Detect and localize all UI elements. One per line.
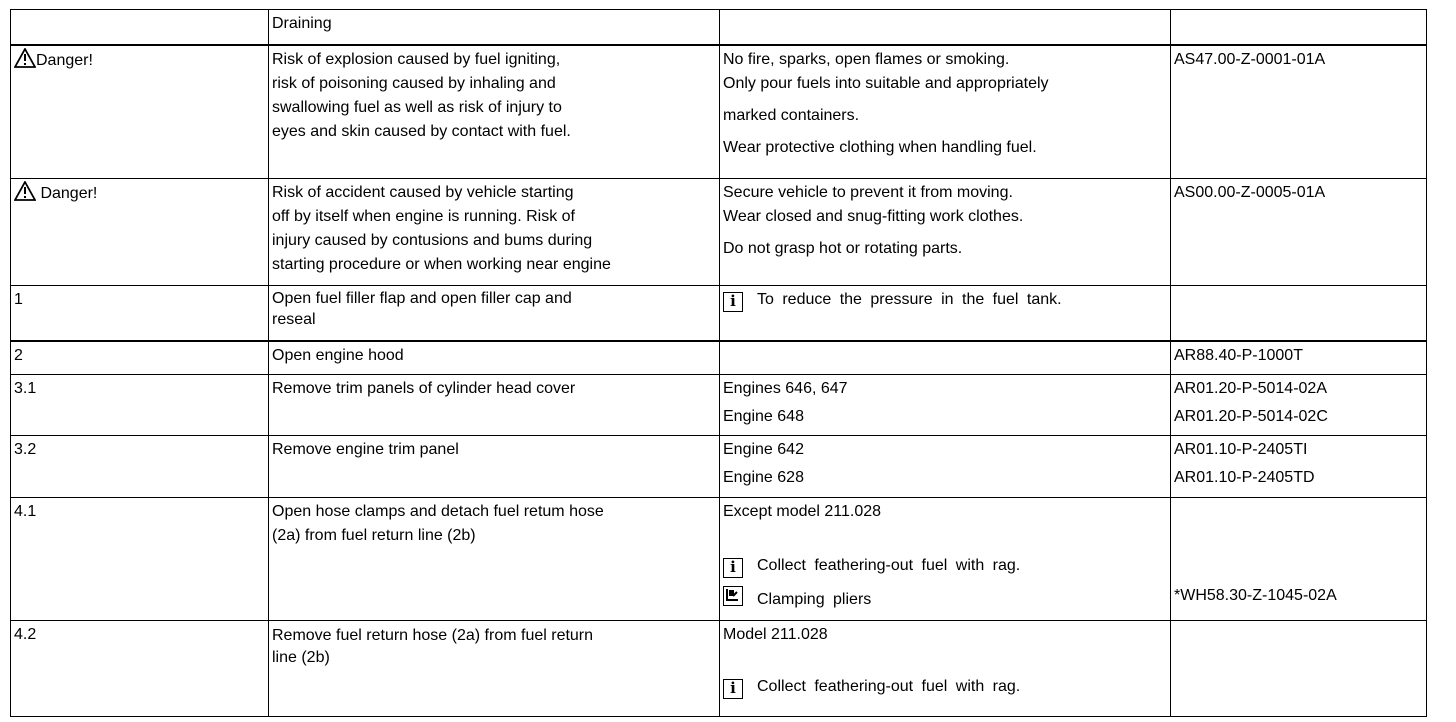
header-ref-cell (1171, 10, 1427, 45)
header-note-cell (720, 10, 1171, 45)
note-line (723, 554, 1167, 578)
reference-link[interactable]: AR01.20-P-5014-02A (1174, 380, 1327, 397)
note-text: To reduce the pressure in the fuel tank. (757, 291, 1062, 308)
note-line (723, 675, 1167, 699)
reference-link[interactable]: AS00.00-Z-0005-01A (1174, 184, 1326, 201)
description-line: Open fuel filler flap and open filler cap and (272, 290, 572, 307)
info-icon: i (723, 679, 743, 699)
note-line: No fire, sparks, open flames or smoking. (723, 50, 1010, 68)
description-line: injury caused by contusions and bums during (272, 232, 593, 249)
note-line: Wear closed and snug-fitting work clothes. (723, 208, 1024, 225)
note-text: Clamping pliers (757, 591, 872, 608)
note-line (723, 288, 1167, 312)
note-line: Engine 648 (723, 408, 804, 425)
step-number: 1 (11, 286, 269, 341)
description-cell (269, 621, 720, 717)
step-number: 3.2 (11, 436, 269, 498)
reference-cell (1171, 621, 1427, 717)
header-step-cell (11, 10, 269, 45)
info-icon: i (723, 292, 743, 312)
step-cell (11, 45, 269, 179)
description-line: starting procedure or when working near engine (272, 256, 611, 273)
danger-label: Danger! (36, 51, 93, 69)
note-line: Except model 211.028 (723, 503, 882, 520)
note-cell (720, 286, 1171, 341)
reference-link[interactable]: AR01.20-P-5014-02C (1174, 408, 1328, 425)
step-cell (11, 179, 269, 286)
description-line: Risk of accident caused by vehicle starting (272, 184, 574, 201)
description-line: off by itself when engine is running. Risk of (272, 208, 575, 225)
step-number: 3.1 (11, 375, 269, 436)
reference-cell (1171, 45, 1427, 179)
description-line: Remove trim panels of cylinder head cover (272, 380, 576, 397)
table-row (11, 375, 1427, 436)
header-title: Draining (269, 10, 720, 45)
description-line: Remove fuel return hose (2a) from fuel return (272, 627, 594, 644)
note-line: Engine 628 (723, 469, 804, 486)
description-line: risk of poisoning caused by inhaling and (272, 74, 556, 92)
note-line (723, 586, 1167, 612)
description-line: Open hose clamps and detach fuel retum hose (272, 503, 604, 520)
note-line: Secure vehicle to prevent it from moving. (723, 184, 1013, 201)
note-cell (720, 498, 1171, 621)
reference-cell (1171, 341, 1427, 375)
reference-cell (1171, 498, 1427, 621)
table-header-row (11, 10, 1427, 45)
description-line: (2a) from fuel return line (2b) (272, 527, 476, 544)
info-icon: i (723, 558, 743, 578)
note-line: Wear protective clothing when handling fuel. (723, 138, 1037, 156)
note-cell (720, 45, 1171, 179)
step-number: 4.1 (11, 498, 269, 621)
note-line: Engine 642 (723, 441, 804, 458)
description-cell (269, 341, 720, 375)
reference-cell (1171, 179, 1427, 286)
note-line: Only pour fuels into suitable and appropriately (723, 74, 1049, 92)
description-line: eyes and skin caused by contact with fuel. (272, 122, 571, 140)
procedure-table (10, 9, 1427, 717)
note-line: Do not grasp hot or rotating parts. (723, 240, 963, 257)
note-text: Collect feathering-out fuel with rag. (757, 678, 1021, 695)
note-cell (720, 375, 1171, 436)
description-cell (269, 286, 720, 341)
note-cell (720, 341, 1171, 375)
note-text: Collect feathering-out fuel with rag. (757, 557, 1021, 574)
warning-triangle-icon (14, 48, 36, 68)
note-cell (720, 179, 1171, 286)
note-line: Model 211.028 (723, 626, 828, 643)
table-row (11, 498, 1427, 621)
table-row (11, 45, 1427, 179)
reference-link[interactable]: AS47.00-Z-0001-01A (1174, 50, 1326, 68)
description-cell (269, 45, 720, 179)
warning-triangle-icon (14, 181, 36, 201)
table-row (11, 436, 1427, 498)
table-row (11, 621, 1427, 717)
special-tool-icon (723, 586, 743, 606)
reference-cell (1171, 375, 1427, 436)
note-cell (720, 621, 1171, 717)
reference-link[interactable]: AR01.10-P-2405TD (1174, 469, 1315, 486)
danger-label: Danger! (40, 185, 98, 202)
table-row (11, 341, 1427, 375)
note-line: Engines 646, 647 (723, 380, 848, 397)
table-row (11, 286, 1427, 341)
description-line: line (2b) (272, 649, 330, 666)
description-cell (269, 375, 720, 436)
note-line: marked containers. (723, 106, 860, 124)
description-cell (269, 179, 720, 286)
description-line: Risk of explosion caused by fuel igniting, (272, 50, 561, 68)
reference-link[interactable]: AR01.10-P-2405TI (1174, 441, 1308, 458)
table-row (11, 179, 1427, 286)
description-line: reseal (272, 311, 316, 328)
description-line: Remove engine trim panel (272, 441, 459, 458)
step-number: 4.2 (11, 621, 269, 717)
description-line: Open engine hood (272, 346, 404, 364)
reference-link[interactable]: AR88.40-P-1000T (1174, 346, 1303, 364)
note-cell (720, 436, 1171, 498)
reference-link[interactable]: *WH58.30-Z-1045-02A (1174, 587, 1337, 604)
step-number: 2 (11, 341, 269, 375)
description-cell (269, 498, 720, 621)
reference-cell (1171, 286, 1427, 341)
description-cell (269, 436, 720, 498)
reference-cell (1171, 436, 1427, 498)
description-line: swallowing fuel as well as risk of injury to (272, 98, 562, 116)
